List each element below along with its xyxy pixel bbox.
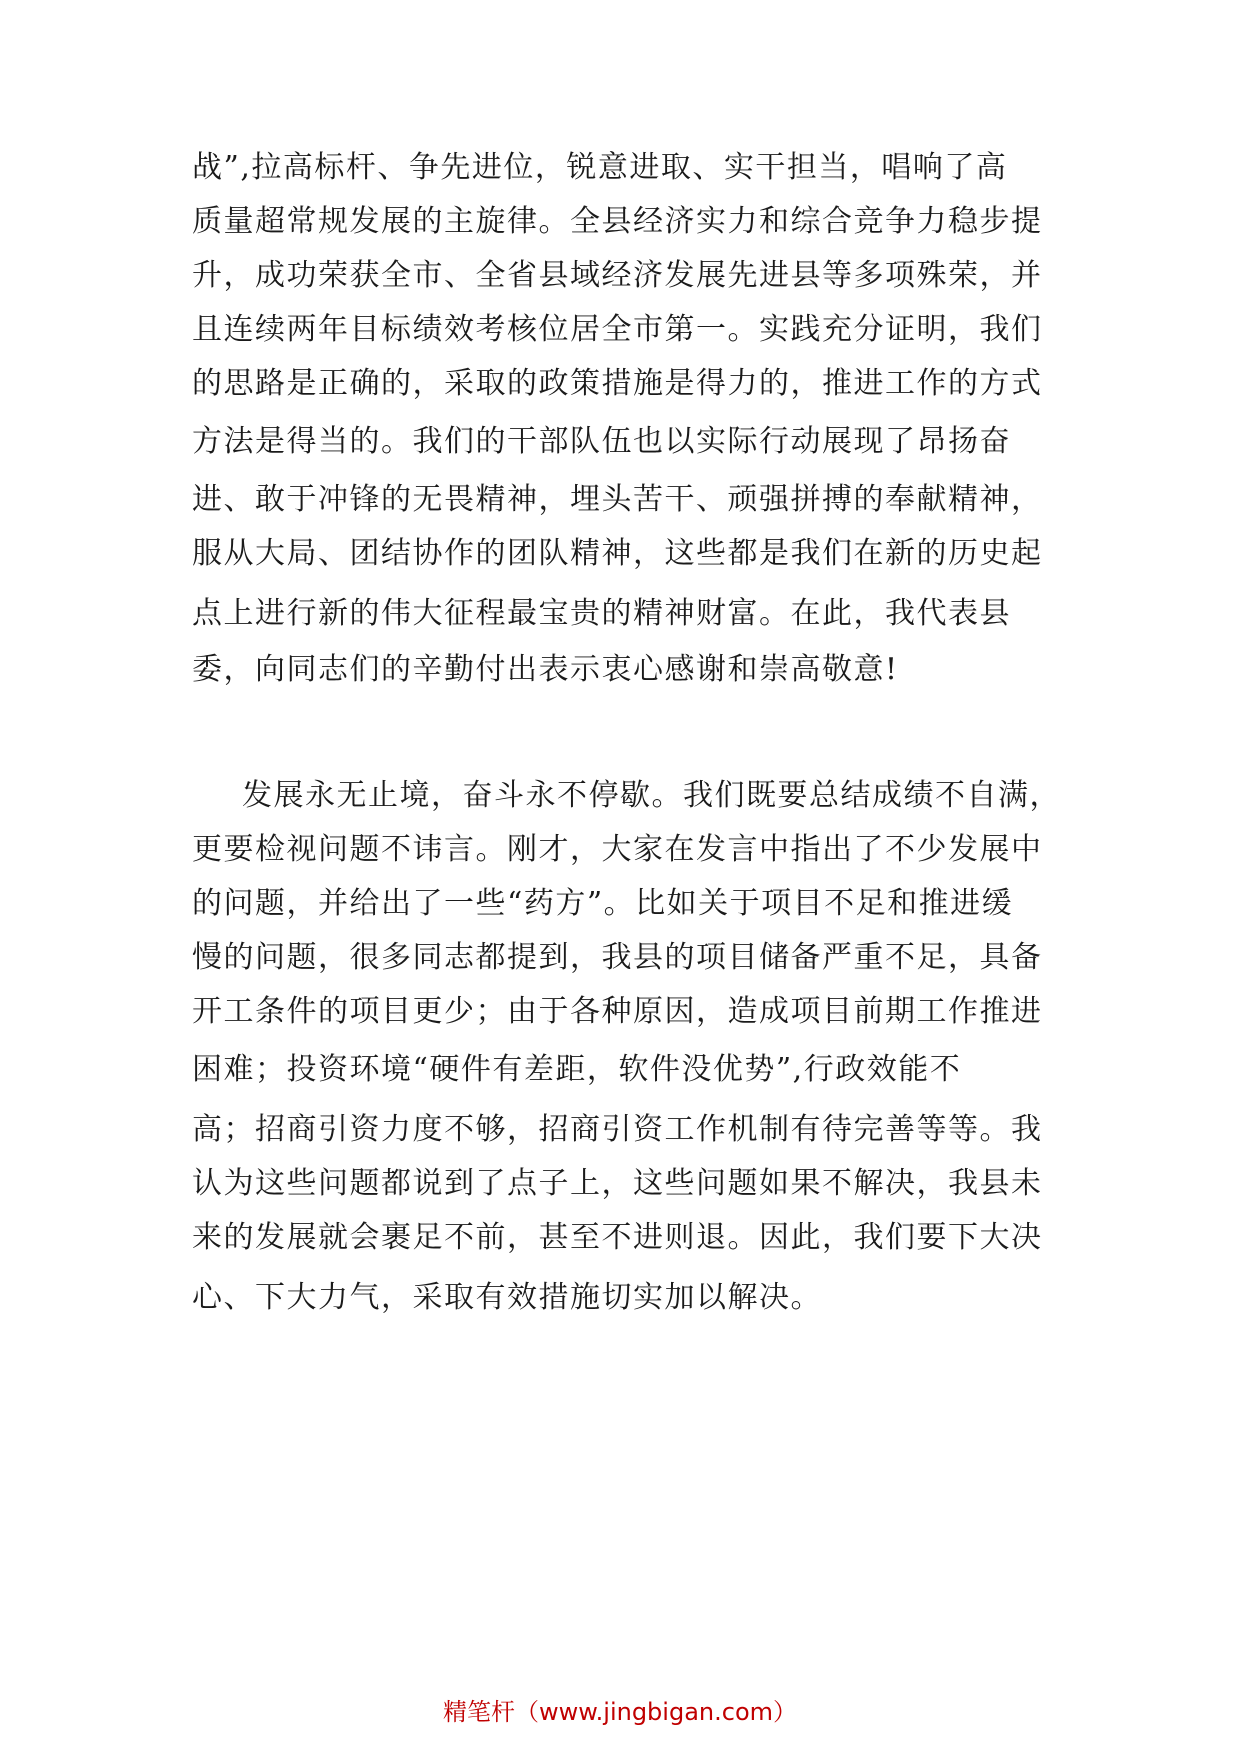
paragraph-1-line-10: 委，向同志们的辛勤付出表示衷心感谢和崇高敬意! xyxy=(192,652,899,687)
paragraph-2-line-1: 发展永无止境，奋斗永不停歇。我们既要总结成绩不自满， xyxy=(242,778,1061,813)
paragraph-1-line-1: 战”,拉高标杆、争先进位，锐意进取、实干担当，唱响了高 xyxy=(192,150,1008,185)
paragraph-2-line-10: 心、下大力气，采取有效措施切实加以解决。 xyxy=(192,1280,822,1315)
paragraph-2-line-4: 慢的问题，很多同志都提到，我县的项目储备严重不足，具备 xyxy=(192,940,1043,975)
paragraph-1-line-7: 进、敢于冲锋的无畏精神，埋头苦干、顽强拼搏的奉献精神， xyxy=(192,482,1043,517)
paragraph-1-line-8: 服从大局、团结协作的团队精神，这些都是我们在新的历史起 xyxy=(192,536,1043,571)
paragraph-2-line-5: 开工条件的项目更少；由于各种原因，造成项目前期工作推进 xyxy=(192,994,1043,1029)
footer-source-text: 精笔杆（www.jingbigan.com） xyxy=(442,1698,798,1726)
paragraph-2-line-2: 更要检视问题不讳言。刚才，大家在发言中指出了不少发展中 xyxy=(192,832,1043,867)
paragraph-1-line-6: 方法是得当的。我们的干部队伍也以实际行动展现了昂扬奋 xyxy=(192,424,1011,459)
paragraph-2-line-7: 高；招商引资力度不够，招商引资工作机制有待完善等等。我 xyxy=(192,1112,1043,1147)
paragraph-2-line-3: 的问题，并给出了一些“药方”。比如关于项目不足和推进缓 xyxy=(192,886,1014,921)
paragraph-1-line-2: 质量超常规发展的主旋律。全县经济实力和综合竞争力稳步提 xyxy=(192,204,1043,239)
paragraph-2-line-6: 困难；投资环境“硬件有差距，软件没优势”,行政效能不 xyxy=(192,1052,962,1087)
paragraph-1-line-4: 且连续两年目标绩效考核位居全市第一。实践充分证明，我们 xyxy=(192,312,1043,347)
paragraph-2-line-9: 来的发展就会裹足不前，甚至不进则退。因此，我们要下大决 xyxy=(192,1220,1043,1255)
paragraph-1-line-3: 升，成功荣获全市、全省县域经济发展先进县等多项殊荣，并 xyxy=(192,258,1043,293)
paragraph-1-line-5: 的思路是正确的，采取的政策措施是得力的，推进工作的方式 xyxy=(192,366,1043,401)
paragraph-1-line-9: 点上进行新的伟大征程最宝贵的精神财富。在此，我代表县 xyxy=(192,596,1011,631)
paragraph-2-line-8: 认为这些问题都说到了点子上，这些问题如果不解决，我县未 xyxy=(192,1166,1043,1201)
